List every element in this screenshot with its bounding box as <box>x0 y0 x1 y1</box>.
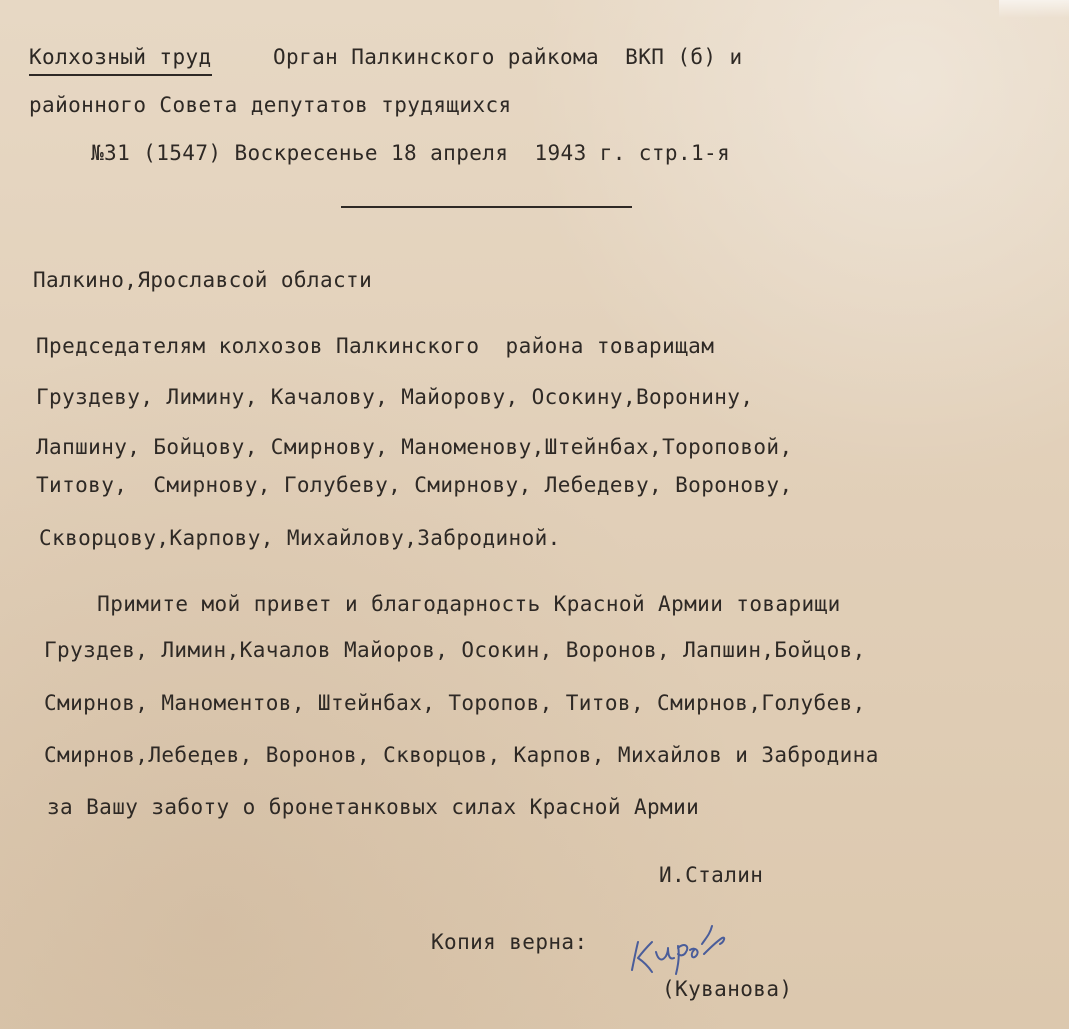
certification-label: Копия верна: <box>431 930 588 954</box>
body-line: Примите мой привет и благодарность Красной Армии товарищи <box>45 592 841 616</box>
handwritten-signature <box>626 912 736 982</box>
certifier-name: (Куванова) <box>662 977 793 1001</box>
address-line: Лапшину, Бойцову, Смирнову, Маноменову,Штейнбах,Тороповой, <box>36 435 793 459</box>
organ-line: Орган Палкинского райкома ВКП (б) и <box>273 45 743 69</box>
body-line: Смирнов,Лебедев, Воронов, Скворцов, Карпов, Михайлов и Забродина <box>44 743 879 767</box>
signature-typed: И.Сталин <box>659 863 764 887</box>
paper-edge-highlight <box>999 0 1069 18</box>
address-line: Скворцову,Карпову, Михайлову,Забродиной. <box>39 526 561 550</box>
separator-rule <box>341 206 632 208</box>
body-line: за Вашу заботу о бронетанковых силах Красной Армии <box>47 795 700 819</box>
newspaper-masthead: Колхозный труд <box>29 47 212 76</box>
address-line: Титову, Смирнову, Голубеву, Смирнову, Лебедеву, Воронову, <box>36 473 793 497</box>
address-line: Груздеву, Лимину, Качалову, Майорову, Осокину,Воронину, <box>36 385 754 409</box>
address-line: Председателям колхозов Палкинского района товарищам <box>36 334 715 358</box>
dateline: Палкино,Ярославсой области <box>33 268 373 292</box>
council-line: районного Совета депутатов трудящихся <box>29 93 512 117</box>
body-line: Смирнов, Маноментов, Штейнбах, Торопов, Титов, Смирнов,Голубев, <box>44 691 866 715</box>
body-line: Груздев, Лимин,Качалов Майоров, Осокин, Воронов, Лапшин,Бойцов, <box>44 638 866 662</box>
issue-line: №31 (1547) Воскресенье 18 апреля 1943 г. стр.1-я <box>91 141 731 165</box>
